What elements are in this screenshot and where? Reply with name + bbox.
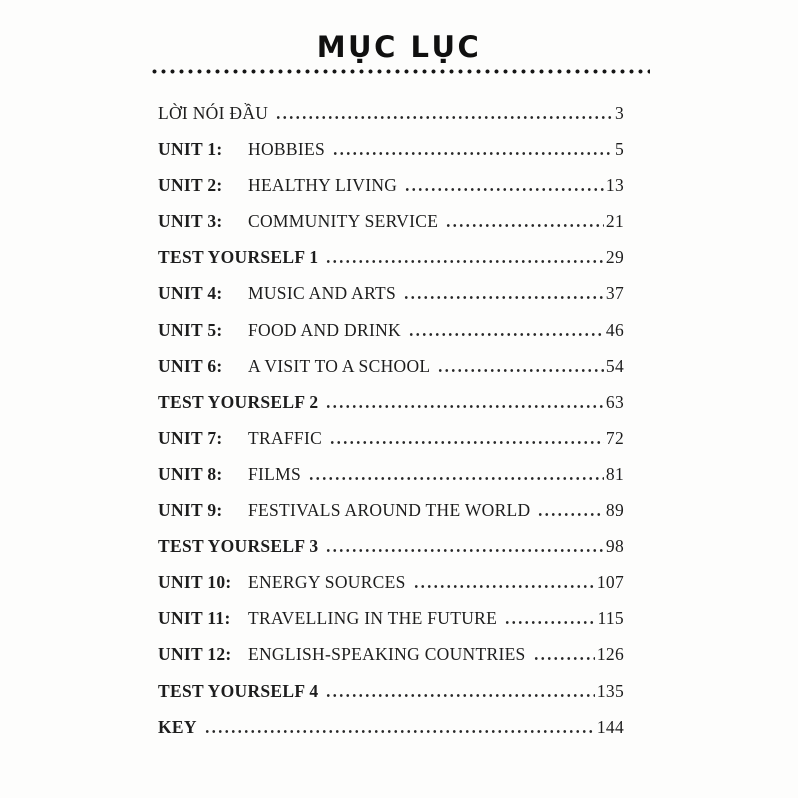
dot-leader (437, 369, 604, 372)
toc-entry-title: A VISIT TO A SCHOOL (248, 355, 431, 376)
toc-entry-title: FOOD AND DRINK (248, 319, 401, 340)
toc-page-number: 13 (605, 175, 624, 196)
toc-entry-title: FILMS (248, 463, 302, 484)
toc-row (158, 283, 624, 319)
dot-leader (413, 585, 595, 588)
toc-row (158, 139, 624, 175)
table-of-contents (158, 103, 624, 753)
toc-row (158, 572, 624, 608)
toc-page-number: 126 (596, 644, 624, 665)
toc-entry-label: UNIT 7: (158, 427, 223, 448)
toc-entry-title: ENGLISH-SPEAKING COUNTRIES (248, 644, 526, 665)
toc-page-number: 89 (605, 500, 624, 521)
toc-page-number: 72 (605, 427, 624, 448)
toc-page-number: 37 (605, 283, 624, 304)
toc-entry-label: UNIT 5: (158, 319, 223, 340)
toc-entry-label: UNIT 2: (158, 175, 223, 196)
toc-entry-label: UNIT 4: (158, 283, 223, 304)
dot-leader (332, 152, 613, 155)
toc-row (158, 175, 624, 211)
toc-entry-label: UNIT 11: (158, 608, 231, 629)
toc-page-number: 81 (605, 463, 624, 484)
toc-page-number: 135 (596, 680, 624, 701)
toc-page-number: 3 (614, 103, 624, 123)
dot-leader (533, 657, 595, 660)
toc-entry-title: HOBBIES (248, 139, 325, 160)
toc-row (158, 103, 624, 139)
toc-entry-label: UNIT 12: (158, 644, 232, 665)
toc-entry-title: HEALTHY LIVING (248, 175, 398, 196)
dot-leader (329, 441, 604, 444)
toc-page-number: 46 (605, 319, 624, 340)
toc-entry-label: KEY (158, 716, 197, 737)
dot-leader (408, 333, 604, 336)
toc-entry-title: TRAFFIC (248, 427, 323, 448)
toc-page-number: 107 (596, 572, 624, 593)
toc-page-number: 144 (596, 716, 624, 737)
toc-entry-label: UNIT 9: (158, 500, 223, 521)
toc-page-number: 29 (605, 247, 624, 268)
toc-row (158, 320, 624, 356)
dot-leader (204, 730, 595, 733)
toc-entry-label: TEST YOURSELF 4 (158, 680, 319, 701)
toc-entry-title: FESTIVALS AROUND THE WORLD (248, 500, 531, 521)
dot-leader (325, 549, 603, 552)
toc-page-number: 54 (605, 355, 624, 376)
toc-page-number: 63 (605, 391, 624, 412)
toc-row (158, 717, 624, 753)
toc-row (158, 356, 624, 392)
toc-entry-title: ENERGY SOURCES (248, 572, 406, 593)
toc-entry-title: MUSIC AND ARTS (248, 283, 397, 304)
toc-entry-label: TEST YOURSELF 2 (158, 391, 319, 412)
dot-leader (308, 477, 604, 480)
dot-leader (537, 513, 603, 516)
toc-entry-label: UNIT 10: (158, 572, 232, 593)
toc-entry-label: LỜI NÓI ĐẦU (158, 103, 269, 123)
dot-leader (325, 694, 594, 697)
toc-entry-label: UNIT 3: (158, 211, 223, 232)
page-title: MỤC LỤC (316, 30, 482, 64)
toc-row (158, 211, 624, 247)
toc-page-number: 5 (614, 139, 624, 160)
dot-leader (275, 116, 613, 119)
dot-leader (445, 224, 604, 227)
toc-entry-label: UNIT 8: (158, 463, 223, 484)
toc-page-number: 21 (605, 211, 624, 232)
dot-leader (403, 296, 604, 299)
toc-entry-title: COMMUNITY SERVICE (248, 211, 439, 232)
toc-row (158, 392, 624, 428)
toc-row (158, 464, 624, 500)
dot-leader (325, 405, 603, 408)
dot-leader (504, 621, 595, 624)
toc-entry-label: TEST YOURSELF 1 (158, 247, 319, 268)
toc-row (158, 681, 624, 717)
toc-row (158, 536, 624, 572)
title-underline-dots (150, 68, 650, 75)
toc-entry-label: UNIT 1: (158, 139, 223, 160)
toc-page-number: 115 (597, 608, 624, 629)
toc-row (158, 644, 624, 680)
toc-entry-title: TRAVELLING IN THE FUTURE (248, 608, 498, 629)
toc-page-number: 98 (605, 536, 624, 557)
dot-leader (404, 188, 604, 191)
toc-row (158, 500, 624, 536)
toc-entry-label: TEST YOURSELF 3 (158, 536, 319, 557)
toc-entry-label: UNIT 6: (158, 355, 223, 376)
dot-leader (325, 260, 603, 263)
toc-row (158, 608, 624, 644)
toc-row (158, 428, 624, 464)
toc-row (158, 247, 624, 283)
